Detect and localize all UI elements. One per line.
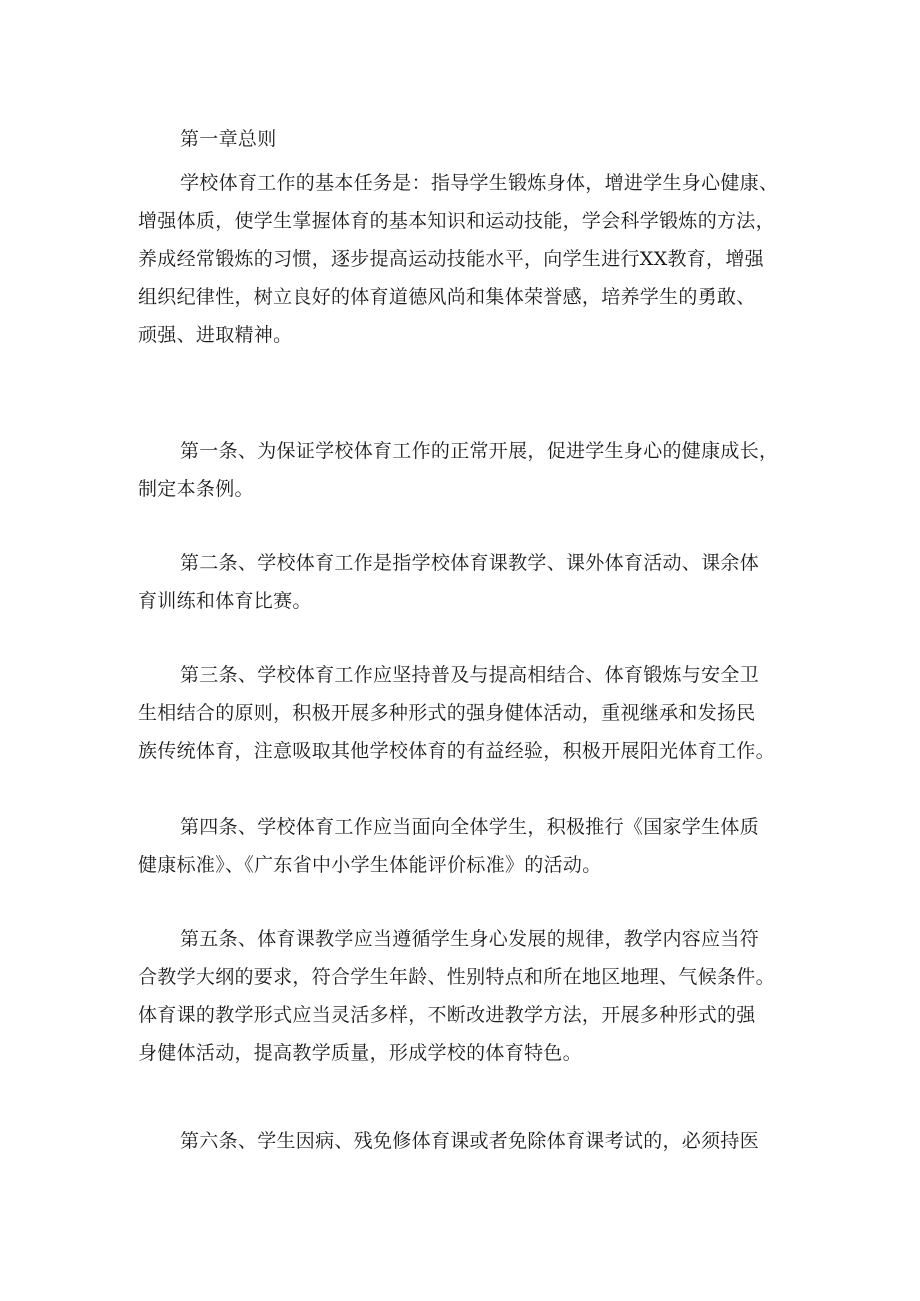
paragraph-line: 学校体育工作的基本任务是：指导学生锻炼身体，增进学生身心健康、	[180, 172, 779, 194]
paragraph-article-3	[138, 656, 788, 770]
paragraph-article-6	[138, 1122, 788, 1160]
paragraph-line: 增强体质，使学生掌握体育的基本知识和运动技能，学会科学锻炼的方法，	[138, 210, 775, 232]
paragraph-intro	[138, 164, 788, 354]
paragraph-line: 养成经常锻炼的习惯，逐步提高运动技能水平，向学生进行XX教育，增强	[138, 248, 764, 270]
paragraph-line: 第二条、学校体育工作是指学校体育课教学、课外体育活动、课余体	[180, 552, 760, 574]
paragraph-line: 制定本条例。	[138, 478, 254, 500]
paragraph-line: 第五条、体育课教学应当遵循学生身心发展的规律，教学内容应当符	[180, 928, 760, 950]
paragraph-line: 族传统体育，注意吸取其他学校体育的有益经验，积极开展阳光体育工作。	[138, 740, 775, 762]
paragraph-line: 第三条、学校体育工作应坚持普及与提高相结合、体育锻炼与安全卫	[180, 664, 760, 686]
paragraph-line: 第六条、学生因病、残免修体育课或者免除体育课考试的，必须持医	[180, 1130, 760, 1152]
paragraph-article-4	[138, 808, 788, 884]
paragraph-article-2	[138, 544, 788, 620]
paragraph-line: 第四条、学校体育工作应当面向全体学生，积极推行《国家学生体质	[180, 816, 760, 838]
paragraph-line: 身健体活动，提高教学质量，形成学校的体育特色。	[138, 1042, 582, 1064]
paragraph-line: 第一条、为保证学校体育工作的正常开展，促进学生身心的健康成长，	[180, 440, 779, 462]
chapter-title: 第一章总则	[180, 128, 277, 150]
paragraph-line: 合教学大纲的要求，符合学生年龄、性别特点和所在地区地理、气候条件。	[138, 966, 775, 988]
paragraph-line: 健康标准》、《广东省中小学生体能评价标准》的活动。	[138, 854, 602, 876]
paragraph-article-1	[138, 432, 788, 508]
paragraph-line: 组织纪律性，树立良好的体育道德风尚和集体荣誉感，培养学生的勇敢、	[138, 286, 756, 308]
paragraph-line: 育训练和体育比赛。	[138, 590, 312, 612]
paragraph-article-5	[138, 920, 788, 1072]
paragraph-line: 顽强、进取精神。	[138, 324, 293, 346]
paragraph-line: 生相结合的原则，积极开展多种形式的强身健体活动，重视继承和发扬民	[138, 702, 756, 724]
paragraph-line: 体育课的教学形式应当灵活多样，不断改进教学方法，开展多种形式的强	[138, 1004, 756, 1026]
